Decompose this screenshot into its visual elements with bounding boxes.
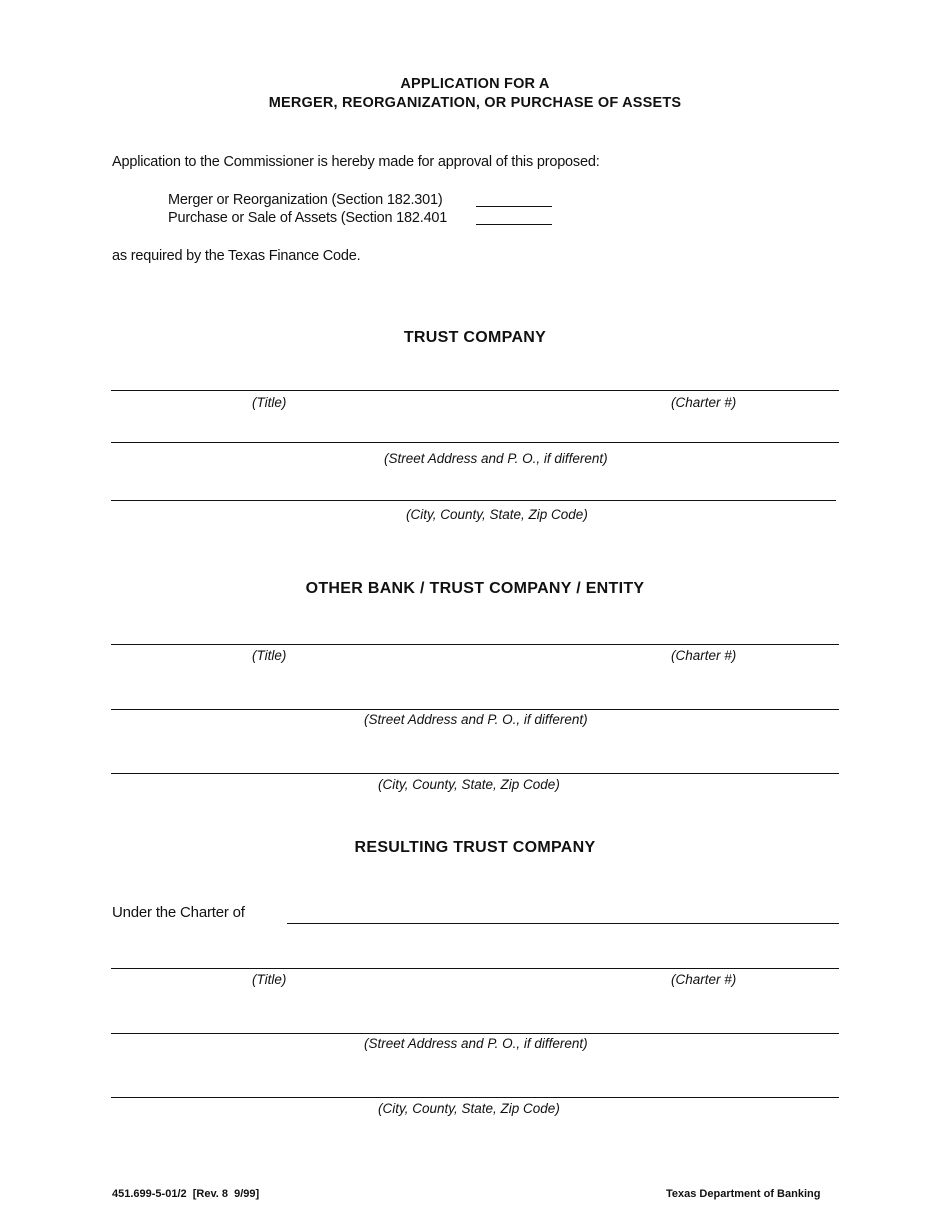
trust-company-charter-caption: (Charter #) — [671, 395, 737, 410]
trust-company-city-line[interactable] — [111, 500, 836, 501]
resulting-charter-caption: (Charter #) — [671, 972, 737, 987]
option-blank-purchase[interactable] — [476, 224, 552, 225]
intro-text: Application to the Commissioner is hereby made for approval of this proposed: — [112, 154, 600, 170]
resulting-street-line[interactable] — [111, 1033, 839, 1034]
form-title-line-1: APPLICATION FOR A — [400, 76, 550, 92]
under-charter-label: Under the Charter of — [112, 904, 245, 921]
form-number: 451.699-5-01/2 [Rev. 8 9/99] — [112, 1188, 260, 1200]
resulting-street-caption: (Street Address and P. O., if different) — [364, 1036, 588, 1051]
other-entity-charter-caption: (Charter #) — [671, 648, 737, 663]
trust-company-street-line[interactable] — [111, 442, 839, 443]
resulting-city-caption: (City, County, State, Zip Code) — [378, 1101, 560, 1116]
option-label-purchase: Purchase or Sale of Assets (Section 182.401 — [168, 210, 448, 226]
under-charter-line[interactable] — [287, 923, 839, 924]
other-entity-title-line[interactable] — [111, 644, 839, 645]
trust-company-title-line[interactable] — [111, 390, 839, 391]
other-entity-title-caption: (Title) — [252, 648, 287, 663]
section-heading-resulting: RESULTING TRUST COMPANY — [354, 839, 596, 856]
section-heading-trust-company: TRUST COMPANY — [403, 329, 547, 346]
other-entity-street-caption: (Street Address and P. O., if different) — [364, 712, 588, 727]
intro-closing: as required by the Texas Finance Code. — [112, 248, 361, 264]
trust-company-title-caption: (Title) — [252, 395, 287, 410]
section-heading-other-entity: OTHER BANK / TRUST COMPANY / ENTITY — [305, 580, 645, 597]
form-title-line-2: MERGER, REORGANIZATION, OR PURCHASE OF ASSETS — [268, 95, 682, 111]
option-label-merger: Merger or Reorganization (Section 182.301) — [168, 192, 443, 208]
trust-company-city-caption: (City, County, State, Zip Code) — [406, 507, 588, 522]
other-entity-city-caption: (City, County, State, Zip Code) — [378, 777, 560, 792]
agency-name: Texas Department of Banking — [666, 1188, 821, 1200]
option-blank-merger[interactable] — [476, 206, 552, 207]
resulting-city-line[interactable] — [111, 1097, 839, 1098]
other-entity-city-line[interactable] — [111, 773, 839, 774]
trust-company-street-caption: (Street Address and P. O., if different) — [384, 451, 608, 466]
resulting-title-line[interactable] — [111, 968, 839, 969]
other-entity-street-line[interactable] — [111, 709, 839, 710]
resulting-title-caption: (Title) — [252, 972, 287, 987]
